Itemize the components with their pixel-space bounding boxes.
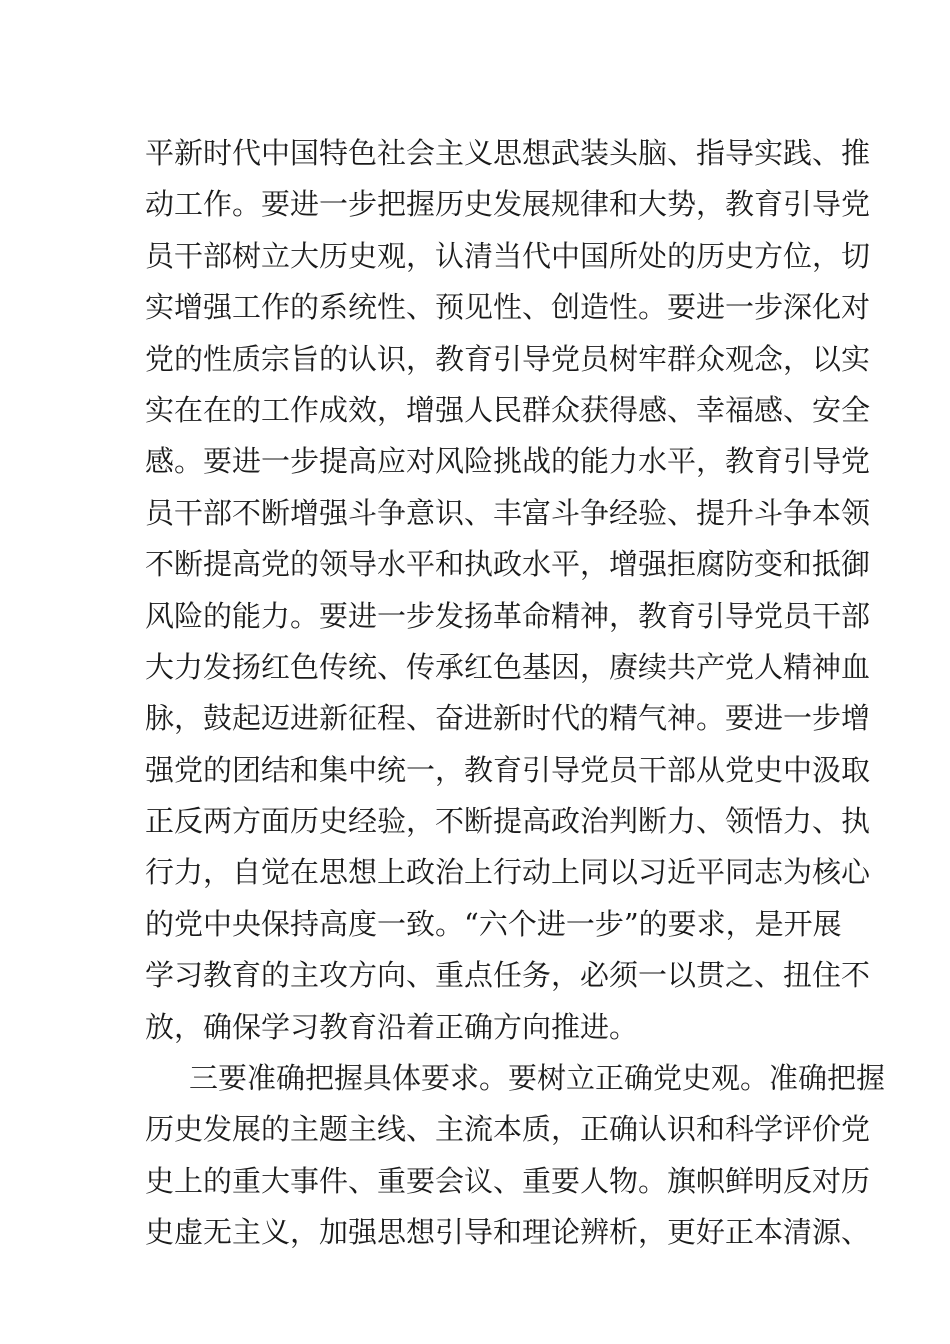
- text-line: 脉，鼓起迈进新征程、奋进新时代的精气神。要进一步增: [145, 701, 871, 736]
- text-line: 员干部树立大历史观，认清当代中国所处的历史方位，切: [145, 238, 871, 273]
- text-line: 学习教育的主攻方向、重点任务，必须一以贯之、扭住不: [145, 958, 871, 993]
- text-line: 大力发扬红色传统、传承红色基因，赓续共产党人精神血: [145, 649, 871, 684]
- text-line: 史虚无主义，加强思想引导和理论辨析，更好正本清源、: [145, 1215, 871, 1250]
- text-line: 平新时代中国特色社会主义思想武装头脑、指导实践、推: [145, 136, 871, 170]
- text-line: 行力，自觉在思想上政治上行动上同以习近平同志为核心: [145, 855, 871, 890]
- paragraph-2: [145, 1053, 886, 1259]
- text-line: 正反两方面历史经验，不断提高政治判断力、领悟力、执: [145, 804, 871, 839]
- text-line: 史上的重大事件、重要会议、重要人物。旗帜鲜明反对历: [145, 1163, 871, 1198]
- paragraph-1: [145, 128, 871, 1053]
- text-line: 放，确保学习教育沿着正确方向推进。: [145, 1009, 639, 1044]
- text-line: 三要准确把握具体要求。要树立正确党史观。准确把握: [189, 1061, 886, 1096]
- text-line: 实增强工作的系统性、预见性、创造性。要进一步深化对: [145, 290, 871, 325]
- text-line: 的党中央保持高度一致。“六个进一步”的要求，是开展: [145, 906, 842, 941]
- text-line: 不断提高党的领导水平和执政水平，增强拒腐防变和抵御: [145, 547, 871, 582]
- text-line: 党的性质宗旨的认识，教育引导党员树牢群众观念，以实: [145, 341, 871, 376]
- text-line: 风险的能力。要进一步发扬革命精神，教育引导党员干部: [145, 598, 871, 633]
- text-line: 强党的团结和集中统一，教育引导党员干部从党史中汲取: [145, 752, 871, 787]
- text-line: 感。要进一步提高应对风险挑战的能力水平，教育引导党: [145, 444, 871, 479]
- body-text: [145, 128, 886, 1259]
- text-line: 实在在的工作成效，增强人民群众获得感、幸福感、安全: [145, 392, 871, 427]
- text-line: 员干部不断增强斗争意识、丰富斗争经验、提升斗争本领: [145, 495, 871, 530]
- text-line: 动工作。要进一步把握历史发展规律和大势，教育引导党: [145, 187, 871, 222]
- text-line: 历史发展的主题主线、主流本质，正确认识和科学评价党: [145, 1112, 871, 1147]
